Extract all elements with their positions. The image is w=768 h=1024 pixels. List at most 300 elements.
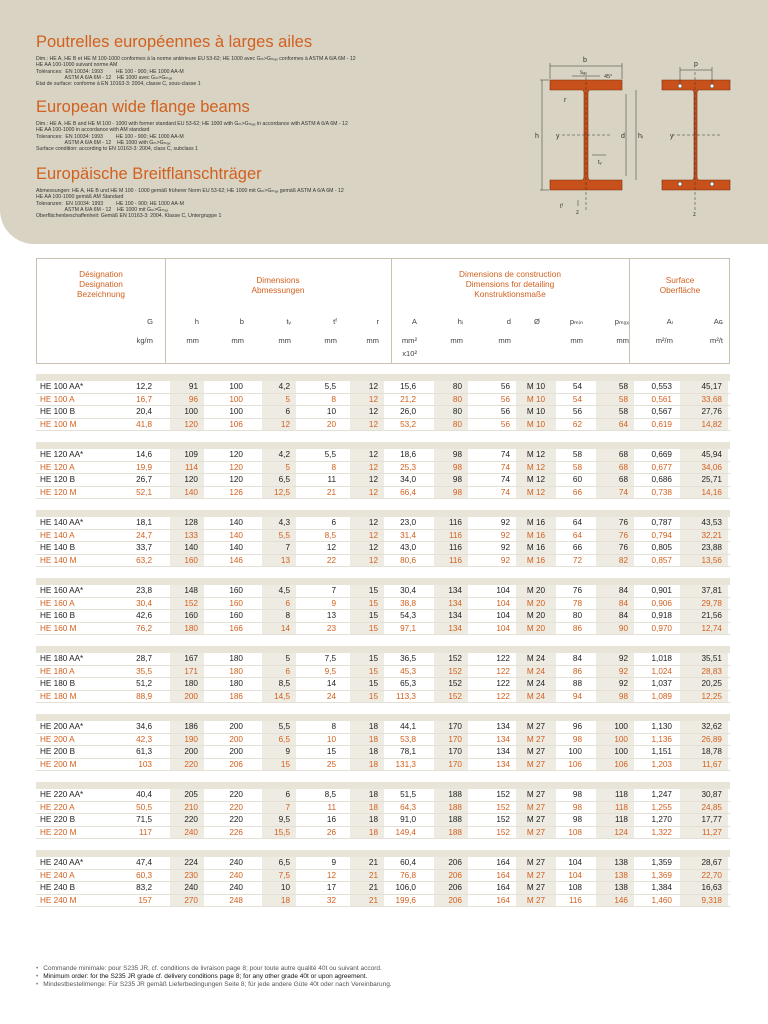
row-group [36, 714, 730, 771]
table-cell: 152 [184, 598, 198, 608]
table-cell: 18,1 [136, 518, 152, 527]
column-symbol: Aₗ [666, 317, 673, 326]
table-cell: 114 [184, 462, 198, 472]
table-cell: 5,5 [278, 530, 290, 540]
table-cell: 205 [184, 790, 198, 799]
row-group [36, 442, 730, 499]
table-cell: 54 [572, 382, 582, 391]
table-cell: 160 [184, 555, 198, 565]
table-cell: 164 [496, 870, 510, 880]
table-cell: 15 [280, 759, 290, 769]
table-cell: 98 [572, 734, 582, 744]
diagram-label-b: b [583, 57, 587, 64]
table-cell: 76 [618, 518, 628, 527]
table-cell: 5,5 [324, 382, 336, 391]
table-row [36, 653, 730, 666]
table-cell: 21,56 [701, 611, 722, 620]
table-cell: 12 [368, 487, 378, 497]
table-row [36, 487, 730, 500]
table-cell: 120 [229, 462, 243, 472]
table-cell: 60,3 [136, 870, 152, 880]
table-cell: 62 [572, 419, 582, 429]
table-cell: 152 [448, 691, 462, 701]
table-cell: 45,94 [701, 450, 722, 459]
table-cell: 92 [618, 679, 628, 688]
table-cell: 24,85 [701, 802, 722, 812]
table-cell: 116 [448, 543, 462, 552]
table-cell: 100 [229, 407, 243, 416]
table-cell: 200 [229, 734, 243, 744]
table-cell: 106,0 [395, 883, 416, 892]
group-separator [36, 374, 730, 381]
title-en: European wide flange beams [36, 98, 250, 116]
table-cell: 65,3 [400, 679, 416, 688]
table-cell: M 24 [526, 691, 546, 701]
table-cell: 19,9 [136, 462, 152, 472]
table-cell: 200 [229, 722, 243, 731]
row-group [36, 374, 730, 431]
row-designation: HE 200 A [40, 734, 75, 744]
note-fr: • Commande minimale: pour S235 JR, cf. conditions de livraison page 8; pour toute autre qualité 40t ou suivant accord. [36, 965, 736, 973]
row-designation: HE 220 A [40, 802, 75, 812]
column-unit: mm [616, 336, 629, 345]
row-group [36, 578, 730, 635]
table-cell: 12 [368, 382, 378, 391]
table-cell: 100 [614, 747, 628, 756]
column-symbol: pₘₐₓ [614, 317, 629, 326]
table-cell: 28,67 [701, 858, 722, 867]
table-cell: 21 [368, 870, 378, 880]
table-cell: 16,7 [136, 394, 152, 404]
table-cell: 5,5 [278, 722, 290, 731]
table-cell: 22 [326, 555, 336, 565]
table-cell: 58 [618, 382, 628, 391]
table-cell: 38,8 [400, 598, 416, 608]
row-designation: HE 180 B [40, 679, 76, 688]
table-cell: 1,151 [651, 747, 672, 756]
table-cell: 138 [614, 858, 628, 867]
table-cell: 56 [572, 407, 582, 416]
table-cell: 171 [184, 666, 198, 676]
row-designation: HE 140 AA* [40, 518, 84, 527]
table-cell: M 24 [526, 666, 546, 676]
column-unit: kg/m [136, 336, 153, 345]
group-separator [36, 850, 730, 857]
table-cell: 108 [568, 883, 582, 892]
table-cell: 18 [368, 747, 378, 756]
table-cell: 164 [496, 858, 510, 867]
row-group [36, 850, 730, 907]
table-cell: 10 [280, 883, 290, 892]
table-cell: 12 [368, 462, 378, 472]
table-row [36, 610, 730, 623]
desc-line: Abmessungen: HE A, HE B und HE M 100 - 1000 gemäß früherer Norm EU 53-62; HE 1000 mit Gₘ>Gₘₐₓ gemäß ASTM A 6/A 6M - 12 [36, 188, 344, 194]
table-cell: M 27 [526, 790, 546, 799]
row-designation: HE 120 A [40, 462, 75, 472]
table-row [36, 530, 730, 543]
table-cell: 52,1 [136, 487, 152, 497]
row-designation: HE 100 AA* [40, 382, 84, 391]
diagram-label-tf: tᶠ [560, 204, 564, 210]
table-cell: 12 [368, 419, 378, 429]
row-designation: HE 240 M [40, 895, 77, 905]
table-cell: 50,5 [136, 802, 152, 812]
group-designation: Désignation Designation Bezeichnung [77, 269, 125, 299]
table-cell: 12,25 [701, 691, 722, 701]
table-cell: 170 [448, 734, 462, 744]
table-cell: 18 [368, 802, 378, 812]
table-cell: 68 [618, 450, 628, 459]
row-designation: HE 120 AA* [40, 450, 84, 459]
table-row [36, 895, 730, 908]
table-cell: 152 [496, 827, 510, 837]
desc-fr [36, 56, 524, 87]
table-cell: 60 [572, 475, 582, 484]
table-cell: 1,460 [651, 895, 672, 905]
table-cell: 152 [448, 679, 462, 688]
table-cell: 30,87 [701, 790, 722, 799]
table-cell: 220 [184, 759, 198, 769]
table-cell: M 27 [526, 747, 546, 756]
desc-line: Tolerances: EN 10034: 1993 HE 100 - 900; HE 1000 AA-M [36, 133, 184, 140]
table-cell: 1,322 [651, 827, 672, 837]
table-cell: 109 [184, 450, 198, 459]
desc-line: Dim.: HE A, HE B et HE M 100-1000 conformes à la norme antérieure EU 53-62; HE 1000 avec Gₘ>Gₘₐₓ conformes à ASTM A 6/A 6M - 12 [36, 56, 356, 62]
table-cell: 14,16 [701, 487, 722, 497]
table-cell: 45,17 [701, 382, 722, 391]
table-cell: 53,2 [400, 419, 416, 429]
table-cell: 15 [368, 598, 378, 608]
table-cell: 6 [331, 518, 336, 527]
table-cell: 1,024 [651, 666, 672, 676]
table-cell: 20,25 [701, 679, 722, 688]
table-row [36, 585, 730, 598]
row-designation: HE 220 M [40, 827, 77, 837]
table-cell: 74 [500, 475, 510, 484]
column-unit: m²/t [709, 336, 723, 345]
table-cell: 6 [285, 407, 290, 416]
table-cell: 76 [618, 530, 628, 540]
table-cell: 18 [368, 722, 378, 731]
table-cell: 68 [618, 475, 628, 484]
table-cell: 122 [496, 654, 510, 663]
table-cell: 7 [331, 586, 336, 595]
table-cell: 12 [368, 407, 378, 416]
table-cell: 104 [496, 611, 510, 620]
table-cell: 164 [496, 895, 510, 905]
column-symbol: pₘᵢₙ [569, 317, 583, 326]
header-fr [36, 33, 524, 87]
table-row [36, 598, 730, 611]
table-cell: 13 [326, 611, 336, 620]
table-cell: 6 [285, 790, 290, 799]
table-row [36, 394, 730, 407]
table-cell: M 16 [526, 530, 546, 540]
group-separator [36, 578, 730, 585]
table-cell: 0,553 [651, 382, 672, 391]
unit-row [37, 315, 729, 365]
column-symbol: hᵢ [457, 317, 463, 326]
table-cell: 152 [496, 790, 510, 799]
table-cell: 1,203 [651, 759, 672, 769]
table-cell: 6 [285, 598, 290, 608]
table-cell: 29,78 [701, 598, 722, 608]
table-cell: 170 [448, 759, 462, 769]
diagram-label-y: y [556, 133, 560, 140]
table-cell: 8,5 [324, 790, 336, 799]
table-cell: 17,77 [701, 815, 722, 824]
column-unit: mm [450, 336, 463, 345]
table-cell: 84 [618, 586, 628, 595]
table-cell: 18 [368, 815, 378, 824]
table-cell: 1,270 [651, 815, 672, 824]
row-designation: HE 160 B [40, 611, 76, 620]
table-cell: 92 [500, 555, 510, 565]
table-cell: 86 [572, 666, 582, 676]
table-cell: 12 [368, 543, 378, 552]
table-cell: 45,3 [400, 666, 416, 676]
table-cell: 84 [618, 598, 628, 608]
table-row [36, 734, 730, 747]
table-cell: 98 [452, 450, 462, 459]
column-unit: mm [498, 336, 511, 345]
table-cell: 20 [326, 419, 336, 429]
row-designation: HE 160 M [40, 623, 77, 633]
table-cell: 18 [368, 734, 378, 744]
table-cell: 18,78 [701, 747, 722, 756]
table-cell: 56 [500, 382, 510, 391]
column-symbol: G [147, 317, 153, 326]
row-group [36, 782, 730, 839]
table-cell: 122 [496, 679, 510, 688]
table-cell: 21,2 [400, 394, 416, 404]
table-cell: 15,6 [400, 382, 416, 391]
row-designation: HE 100 B [40, 407, 76, 416]
diagram-label-d: d [621, 133, 625, 140]
table-cell: 88,9 [136, 691, 152, 701]
table-cell: 74 [500, 462, 510, 472]
table-cell: 32,62 [701, 722, 722, 731]
table-cell: 116 [448, 530, 462, 540]
table-cell: 210 [184, 802, 198, 812]
table-cell: 21 [368, 883, 378, 892]
diagram-label-z2: z [693, 212, 696, 218]
table-cell: 98 [572, 815, 582, 824]
table-cell: 23,88 [701, 543, 722, 552]
table-cell: M 27 [526, 802, 546, 812]
table-cell: 74 [500, 487, 510, 497]
table-cell: 180 [229, 666, 243, 676]
table-cell: 226 [229, 827, 243, 837]
table-cell: 116 [568, 895, 582, 905]
desc-de [36, 188, 524, 219]
table-cell: 0,918 [651, 611, 672, 620]
table-cell: 44,1 [400, 722, 416, 731]
group-separator [36, 646, 730, 653]
diagram-label-p: p [694, 61, 698, 68]
table-cell: 1,037 [651, 679, 672, 688]
column-unit: mm [231, 336, 244, 345]
table-cell: 37,81 [701, 586, 722, 595]
table-cell: M 27 [526, 759, 546, 769]
desc-line: Oberflächenbeschaffenheit: Gemäß EN 10163-3: 2004, Klasse C, Untergruppe 1 [36, 213, 222, 220]
table-cell: M 24 [526, 679, 546, 688]
table-header [36, 258, 730, 364]
table-cell: 80,6 [400, 555, 416, 565]
title-de: Europäische Breitflanschträger [36, 165, 262, 183]
table-cell: M 27 [526, 827, 546, 837]
table-cell: 180 [184, 623, 198, 633]
table-cell: 100 [614, 734, 628, 744]
table-cell: 12,2 [136, 382, 152, 391]
header-en [36, 98, 524, 152]
table-cell: 92 [500, 518, 510, 527]
table-cell: 167 [184, 654, 198, 663]
table-cell: 133 [184, 530, 198, 540]
table-cell: 26,89 [701, 734, 722, 744]
table-row [36, 449, 730, 462]
table-cell: 80 [452, 419, 462, 429]
table-cell: 108 [568, 827, 582, 837]
table-cell: 43,0 [400, 543, 416, 552]
table-cell: 12 [368, 450, 378, 459]
table-cell: 98 [452, 475, 462, 484]
table-cell: 149,4 [395, 827, 416, 837]
table-cell: 4,5 [278, 586, 290, 595]
column-unit: mm [278, 336, 291, 345]
table-cell: 186 [184, 722, 198, 731]
column-unit: mm [324, 336, 337, 345]
table-cell: 248 [229, 895, 243, 905]
group-construction: Dimensions de construction Dimensions for detailing Konstruktionsmaße [459, 269, 561, 299]
table-cell: 160 [229, 611, 243, 620]
table-cell: 17 [326, 883, 336, 892]
row-group [36, 646, 730, 703]
table-cell: 96 [572, 722, 582, 731]
table-cell: 66 [572, 543, 582, 552]
column-symbol: r [376, 317, 379, 326]
table-cell: 51,5 [400, 790, 416, 799]
table-cell: 88 [572, 679, 582, 688]
table-cell: 122 [496, 666, 510, 676]
table-cell: 16,63 [701, 883, 722, 892]
column-symbol: tᶠ [333, 317, 337, 326]
table-cell: 5 [285, 654, 290, 663]
table-cell: 8 [331, 394, 336, 404]
table-cell: 58 [572, 450, 582, 459]
table-cell: 120 [229, 475, 243, 484]
desc-line: ASTM A 6/A 6M - 12 HE 1000 with Gₘ>Gₘₐₓ [36, 139, 171, 146]
table-cell: 94 [572, 691, 582, 701]
table-cell: 14 [326, 679, 336, 688]
table-cell: 28,83 [701, 666, 722, 676]
table-cell: 40,4 [136, 790, 152, 799]
table-cell: 118 [614, 815, 628, 824]
table-cell: 104 [568, 870, 582, 880]
table-cell: 5,5 [324, 450, 336, 459]
table-cell: 21 [368, 895, 378, 905]
table-cell: 0,567 [651, 407, 672, 416]
table-cell: 31,4 [400, 530, 416, 540]
table-cell: 20,4 [136, 407, 152, 416]
table-cell: 25,3 [400, 462, 416, 472]
row-designation: HE 200 AA* [40, 722, 84, 731]
table-cell: 140 [184, 487, 198, 497]
table-cell: 9 [331, 598, 336, 608]
table-cell: 128 [184, 518, 198, 527]
table-cell: 1,089 [651, 691, 672, 701]
table-cell: 28,7 [136, 654, 152, 663]
table-cell: 200 [184, 747, 198, 756]
table-row [36, 759, 730, 772]
table-cell: 106 [229, 419, 243, 429]
table-cell: 27,76 [701, 407, 722, 416]
table-cell: 15 [368, 691, 378, 701]
table-cell: 8,5 [324, 530, 336, 540]
table-cell: 188 [448, 815, 462, 824]
table-cell: 9,318 [701, 895, 722, 905]
table-cell: M 12 [526, 462, 546, 472]
table-cell: 14,5 [274, 691, 290, 701]
row-designation: HE 180 AA* [40, 654, 84, 663]
table-cell: 100 [229, 394, 243, 404]
header-de [36, 165, 524, 219]
column-symbol: tᵥ [286, 317, 291, 326]
table-cell: 15 [368, 679, 378, 688]
table-cell: 138 [614, 883, 628, 892]
table-cell: M 27 [526, 895, 546, 905]
table-cell: 96 [188, 394, 198, 404]
table-row [36, 746, 730, 759]
desc-en [36, 121, 524, 152]
table-cell: 1,384 [651, 883, 672, 892]
table-cell: 117 [138, 827, 152, 837]
table-cell: 92 [500, 530, 510, 540]
table-cell: 12,5 [274, 487, 290, 497]
table-cell: 152 [496, 815, 510, 824]
table-cell: 36,5 [400, 654, 416, 663]
table-cell: M 20 [526, 611, 546, 620]
table-cell: 7 [285, 802, 290, 812]
table-cell: 4,2 [278, 450, 290, 459]
column-unit-multiplier: x10² [402, 349, 417, 358]
table-cell: 92 [618, 654, 628, 663]
table-cell: 18 [280, 895, 290, 905]
table-cell: 76 [618, 543, 628, 552]
table-cell: 118 [614, 802, 628, 812]
table-cell: M 12 [526, 475, 546, 484]
table-cell: 33,68 [701, 394, 722, 404]
table-cell: 16 [326, 815, 336, 824]
table-cell: 0,686 [651, 475, 672, 484]
row-designation: HE 180 A [40, 666, 75, 676]
table-cell: 66 [572, 487, 582, 497]
header-panel [0, 0, 768, 244]
table-cell: 0,970 [651, 623, 672, 633]
table-cell: 80 [572, 611, 582, 620]
table-cell: 180 [184, 679, 198, 688]
table-cell: 56 [500, 419, 510, 429]
table-cell: 230 [184, 870, 198, 880]
table-cell: 170 [448, 747, 462, 756]
table-cell: 18,6 [400, 450, 416, 459]
title-fr: Poutrelles européennes à larges ailes [36, 33, 313, 51]
table-cell: 118 [614, 790, 628, 799]
table-cell: 103 [138, 759, 152, 769]
table-cell: 10 [326, 734, 336, 744]
table-cell: 15 [368, 586, 378, 595]
table-cell: 170 [448, 722, 462, 731]
